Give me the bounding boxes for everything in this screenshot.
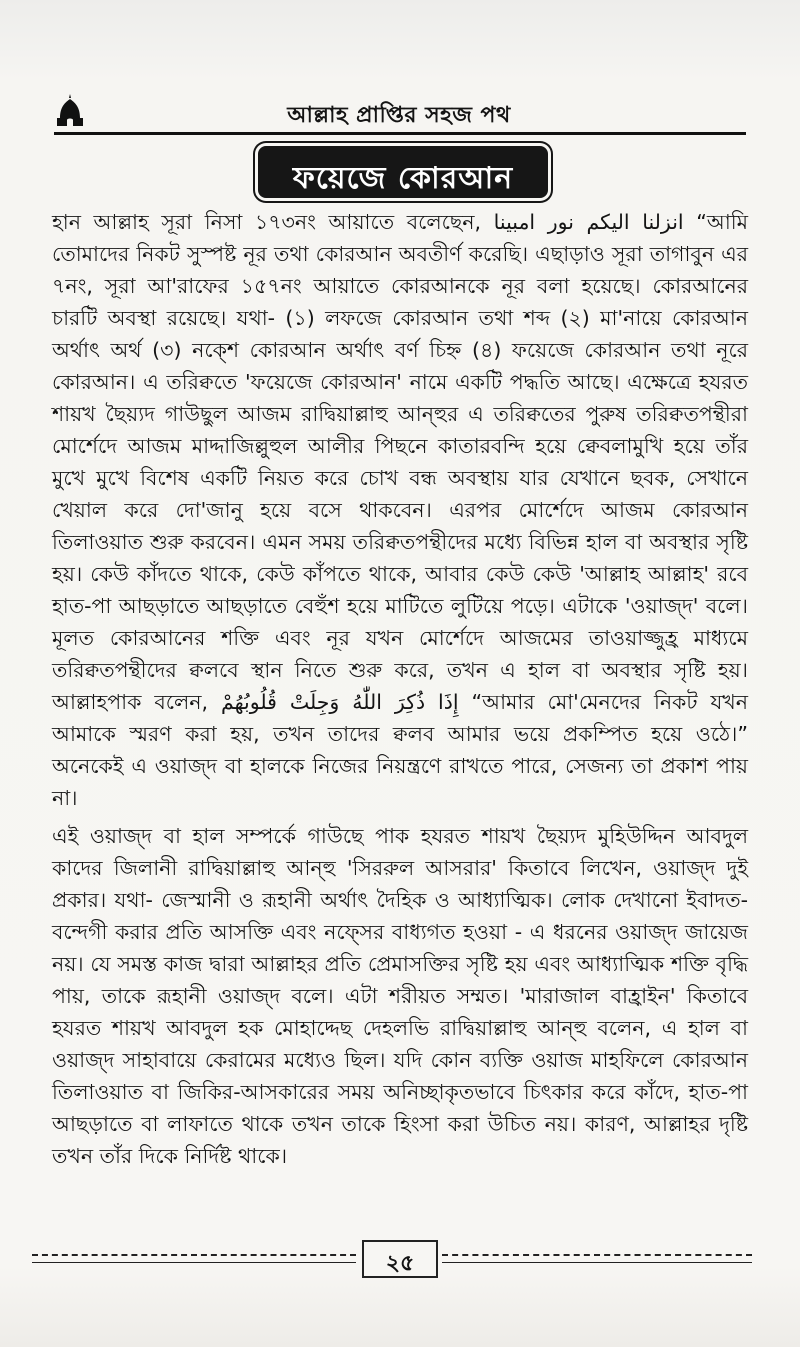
footer-line-right xyxy=(442,1262,752,1263)
body-text xyxy=(52,206,748,1172)
footer-divider-right xyxy=(442,1254,752,1256)
page-footer xyxy=(32,1240,752,1280)
paragraph-1 xyxy=(52,206,748,814)
footer-line-left xyxy=(32,1262,356,1263)
paragraph-1-middle: “আমি তোমাদের নিকট সুস্পষ্ট নূর তথা কোরআন অবতীর্ণ করেছি। এছাড়াও সূরা তাগাবুন এর ৭নং, সূরা আ'রাফের ১৫৭নং আয়াতে কোরআনকে নূর বলা হয়েছে। কোরআনের চারটি অবস্থা রয়েছে। যথা- (১) লফজে কোরআন তথা শব্দ (২) মা'নায়ে কোরআন অর্থাৎ অর্থ (৩) নক্শে কোরআন অর্থাৎ বর্ণ চিহ্ন (৪) ফয়েজে কোরআন তথা নূরে কোরআন। এ তরিক্বতে 'ফয়েজে কোরআন' নামে একটি পদ্ধতি আছে। এক্ষেত্রে হযরত শায়খ ছৈয়্যদ গাউছুল আজম রাদ্বিয়াল্লাহু আন্হুর এ তরিক্বতের পুরুষ তরিক্বতপন্থীরা মোর্শেদে আজম মাদ্দাজিল্লুহুল আলীর পিছনে কাতারবন্দি হয়ে ক্বেবলামুখি হয়ে তাঁর মুখে মুখে বিশেষ একটি নিয়ত করে চোখ বন্ধ অবস্থায় যার যেখানে ছবক, সেখানে খেয়াল করে দো'জানু হয়ে বসে থাকবেন। এরপর মোর্শেদে আজম কোরআন তিলাওয়াত শুরু করবেন। এমন সময় তরিক্বতপন্থীদের মধ্যে বিভিন্ন হাল বা অবস্থার সৃষ্টি হয়। কেউ কাঁদতে থাকে, কেউ কাঁপতে থাকে, আবার কেউ কেউ 'আল্লাহ আল্লাহ' রবে হাত-পা আছড়াতে আছড়াতে বেহুঁশ হয়ে মাটিতে লুটিয়ে পড়ে। এটাকে 'ওয়াজ্দ' বলে। মূলত কোরআনের শক্তি এবং নূর যখন মোর্শেদে আজমের তাওয়াজ্জুহ্র মাধ্যমে তরিক্বতপন্থীদের ক্বলবে স্থান নিতে শুরু করে, তখন এ হাল বা অবস্থার সৃষ্টি হয়। আল্লাহপাক বলেন, xyxy=(52,210,748,714)
page-number-box xyxy=(362,1240,438,1278)
paragraph-1-intro: হান আল্লাহ সূরা নিসা ১৭৩নং আয়াতে বলেছেন, xyxy=(52,210,494,234)
header-divider xyxy=(54,132,746,135)
running-header xyxy=(54,92,744,132)
section-title: ফয়েজে কোরআন xyxy=(292,161,514,196)
arabic-verse-2: إِذَا ذُكِرَ اللّٰهُ وَجِلَتْ قُلُوبُهُمْ xyxy=(220,690,459,714)
arabic-verse-1: انزلنا اليكم نور امبينا xyxy=(493,210,684,234)
section-title-banner xyxy=(258,146,548,198)
paragraph-2: এই ওয়াজ্দ বা হাল সম্পর্কে গাউছে পাক হযরত শায়খ ছৈয়্যদ মুহিউদ্দিন আবদুল কাদের জিলানী রাদ্বিয়াল্লাহু আন্হু 'সিররুল আসরার' কিতাবে লিখেন, ওয়াজ্দ দুই প্রকার। যথা- জেস্মানী ও রূহানী অর্থাৎ দৈহিক ও আধ্যাত্মিক। লোক দেখানো ইবাদত-বন্দেগী করার প্রতি আসক্তি এবং নফ্সের বাধ্যগত হওয়া - এ ধরনের ওয়াজ্দ জায়েজ নয়। যে সমস্ত কাজ দ্বারা আল্লাহর প্রতি প্রেমাসক্তির সৃষ্টি হয় এবং আধ্যাত্মিক শক্তি বৃদ্ধি পায়, তাকে রূহানী ওয়াজ্দ বলে। এটা শরীয়ত সম্মত। 'মারাজাল বাহ্রাইন' কিতাবে হযরত শায়খ আবদুল হক মোহাদ্দেছ দেহলভি রাদ্বিয়াল্লাহু আন্হু বলেন, এ হাল বা ওয়াজ্দ সাহাবায়ে কেরামের মধ্যেও ছিল। যদি কোন ব্যক্তি ওয়াজ মাহফিলে কোরআন তিলাওয়াত বা জিকির-আসকারের সময় অনিচ্ছাকৃতভাবে চিৎকার করে কাঁদে, হাত-পা আছড়াতে বা লাফাতে থাকে তখন তাকে হিংসা করা উচিত নয়। কারণ, আল্লাহর দৃষ্টি তখন তাঁর দিকে নির্দিষ্ট থাকে। xyxy=(52,824,748,1168)
header-title: আল্লাহ প্রাপ্তির সহজ পথ xyxy=(287,103,511,128)
page-number: ২৫ xyxy=(385,1251,415,1276)
paragraph-1-end: “আমার মো'মেনদের নিকট যখন আমাকে স্মরণ করা হয়, তখন তাদের ক্বলব আমার ভয়ে প্রকম্পিত হয়ে ওঠে।” অনেকেই এ ওয়াজ্দ বা হালকে নিজের নিয়ন্ত্রণে রাখতে পারে, সেজন্য তা প্রকাশ পায় না। xyxy=(52,690,749,810)
footer-divider-left xyxy=(32,1254,356,1256)
